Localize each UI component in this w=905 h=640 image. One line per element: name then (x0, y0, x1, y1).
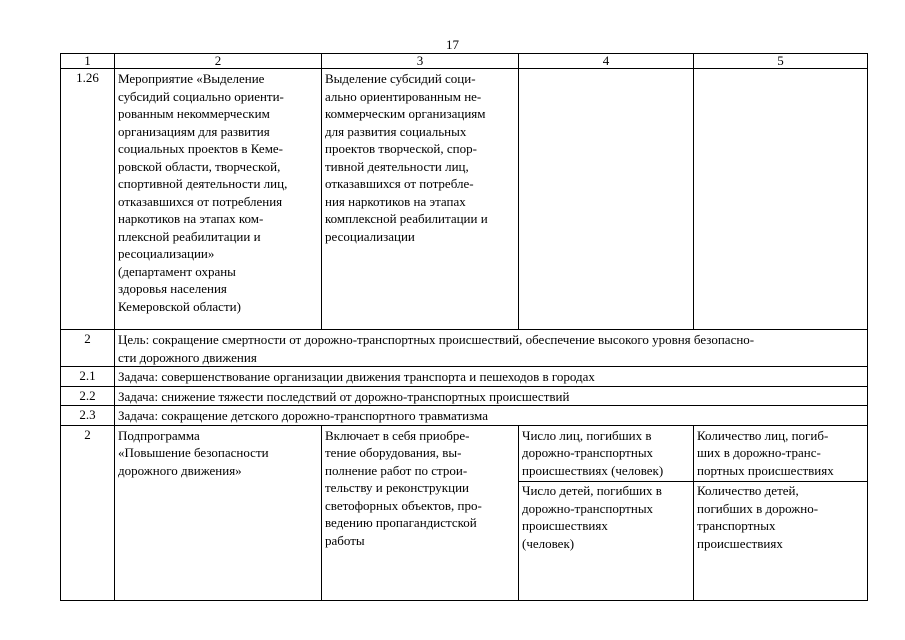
header-col-1: 1 (61, 54, 115, 69)
table-row-goal (61, 330, 868, 367)
measure-description: Выделение субсидий соци- ально ориентированным не- коммерческим организациям для развития социальных проектов творческой, спор- тивной деятельности лиц, отказавшихся от потребле- ния наркотиков на этапах комплексной реабилитации и ресоциализации (322, 69, 519, 330)
indicator-description-cell (694, 69, 868, 330)
indicator-deaths-description: Количество лиц, погиб- ших в дорожно-транс- портных происшествиях (697, 427, 834, 478)
table-row-2-3 (61, 406, 868, 426)
header-col-5: 5 (694, 54, 868, 69)
program-table (60, 53, 868, 601)
header-col-3: 3 (322, 54, 519, 69)
row-number: 2 (61, 330, 115, 367)
indicator-description-cell (694, 425, 868, 600)
table-row-2-1 (61, 367, 868, 387)
indicator-child-deaths-description: Количество детей, погибших в дорожно- транспортных происшествиях (694, 481, 867, 552)
subprogram-description: Включает в себя приобре- тение оборудования, вы- полнение работ по строи- тельству и реконструкции светофорных объектов, про- ведению пропагандистской работы (322, 425, 519, 600)
subprogram-name: Подпрограмма «Повышение безопасности дорожного движения» (115, 425, 322, 600)
goal-text: Цель: сокращение смертности от дорожно-транспортных происшествий, обеспечение высокого уровня безопасно- сти дорожного движения (115, 330, 868, 367)
table-row-program (61, 425, 868, 600)
table-row-2-2 (61, 386, 868, 406)
row-number: 2.3 (61, 406, 115, 426)
header-col-2: 2 (115, 54, 322, 69)
page-number: 17 (446, 37, 459, 52)
task-text: Задача: совершенствование организации движения транспорта и пешеходов в городах (115, 367, 868, 387)
task-text: Задача: сокращение детского дорожно-транспортного травматизма (115, 406, 868, 426)
indicator-child-deaths: Число детей, погибших в дорожно-транспортных происшествиях (человек) (519, 481, 693, 552)
row-number: 2.2 (61, 386, 115, 406)
measure-name: Мероприятие «Выделение субсидий социально ориенти- рованным некоммерческим организациям для развития социальных проектов в Кеме- ровской области, творческой, спортивной деятельности лиц, отказавшихся от потребления наркотиков на этапах ком- плексной реабилитации и ресоциализации» (департамент охраны здоровья населения Кемеровской области) (115, 69, 322, 330)
header-row (61, 54, 868, 69)
task-text: Задача: снижение тяжести последствий от дорожно-транспортных происшествий (115, 386, 868, 406)
row-number: 2.1 (61, 367, 115, 387)
table-row-1-26 (61, 69, 868, 330)
row-number: 2 (61, 425, 115, 600)
header-col-4: 4 (519, 54, 694, 69)
indicator-cell (519, 425, 694, 600)
indicator-cell (519, 69, 694, 330)
indicator-deaths: Число лиц, погибших в дорожно-транспортных происшествиях (человек) (522, 427, 664, 478)
row-number: 1.26 (61, 69, 115, 330)
